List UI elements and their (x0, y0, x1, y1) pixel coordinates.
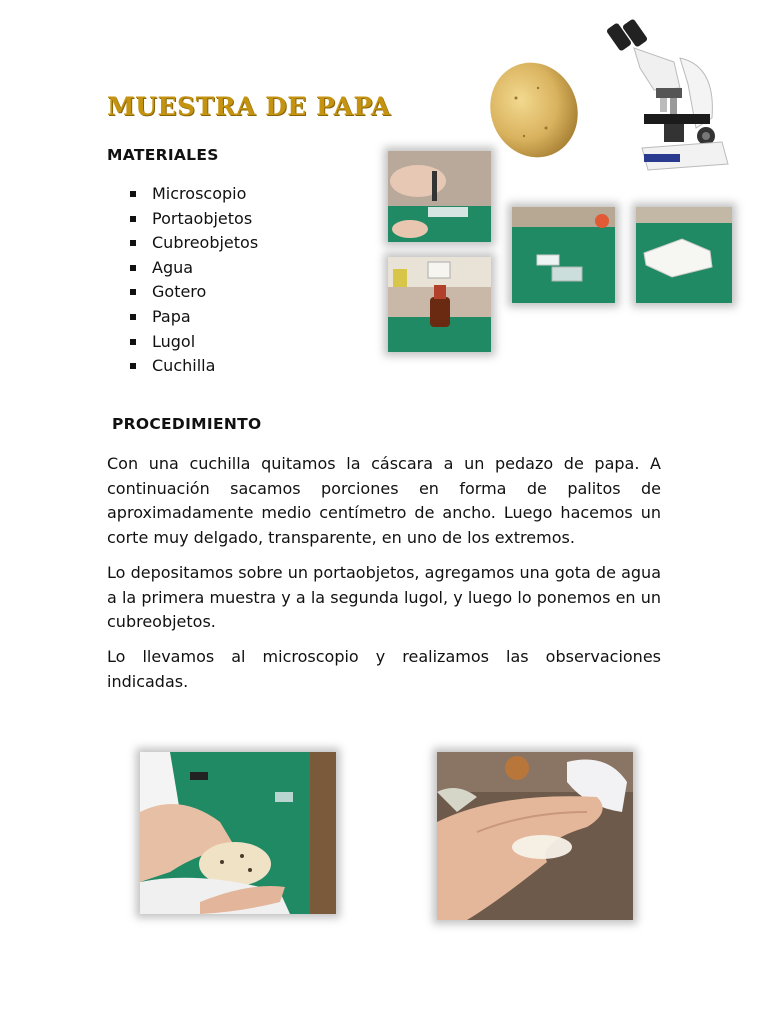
list-item: Agua (130, 256, 258, 281)
slides-photo (512, 207, 615, 303)
list-item: Lugol (130, 330, 258, 355)
materials-list (130, 182, 258, 379)
list-item: Cuchilla (130, 354, 258, 379)
procedure-heading: PROCEDIMIENTO (112, 415, 262, 433)
lugol-bottle-photo (388, 257, 491, 352)
page-title: MUESTRA DE PAPA (107, 92, 391, 121)
list-item: Gotero (130, 280, 258, 305)
procedure-paragraph-1: Con una cuchilla quitamos la cáscara a un pedazo de papa. A continuación sacamos porciones en forma de palitos de aproximadamente medio centímetro de ancho. Luego hacemos un corte muy delgado, transparente, en uno de los extremos. (107, 454, 661, 547)
list-item: Portaobjetos (130, 207, 258, 232)
procedure-paragraph-2: Lo depositamos sobre un portaobjetos, agregamos una gota de agua a la primera muestra y a la segunda lugol, y luego lo ponemos en un cubreobjetos. (107, 563, 661, 632)
list-item: Cubreobjetos (130, 231, 258, 256)
materials-heading: MATERIALES (107, 146, 219, 164)
sample-on-palm-photo (437, 752, 633, 920)
microscope-image (604, 18, 736, 178)
potato-image (486, 58, 582, 160)
procedure-paragraph-3: Lo llevamos al microscopio y realizamos las observaciones indicadas. (107, 647, 661, 691)
potato-slice-hand-photo (140, 752, 336, 914)
dropper-photo (388, 151, 491, 242)
list-item: Papa (130, 305, 258, 330)
cover-box-photo (636, 207, 732, 303)
list-item: Microscopio (130, 182, 258, 207)
